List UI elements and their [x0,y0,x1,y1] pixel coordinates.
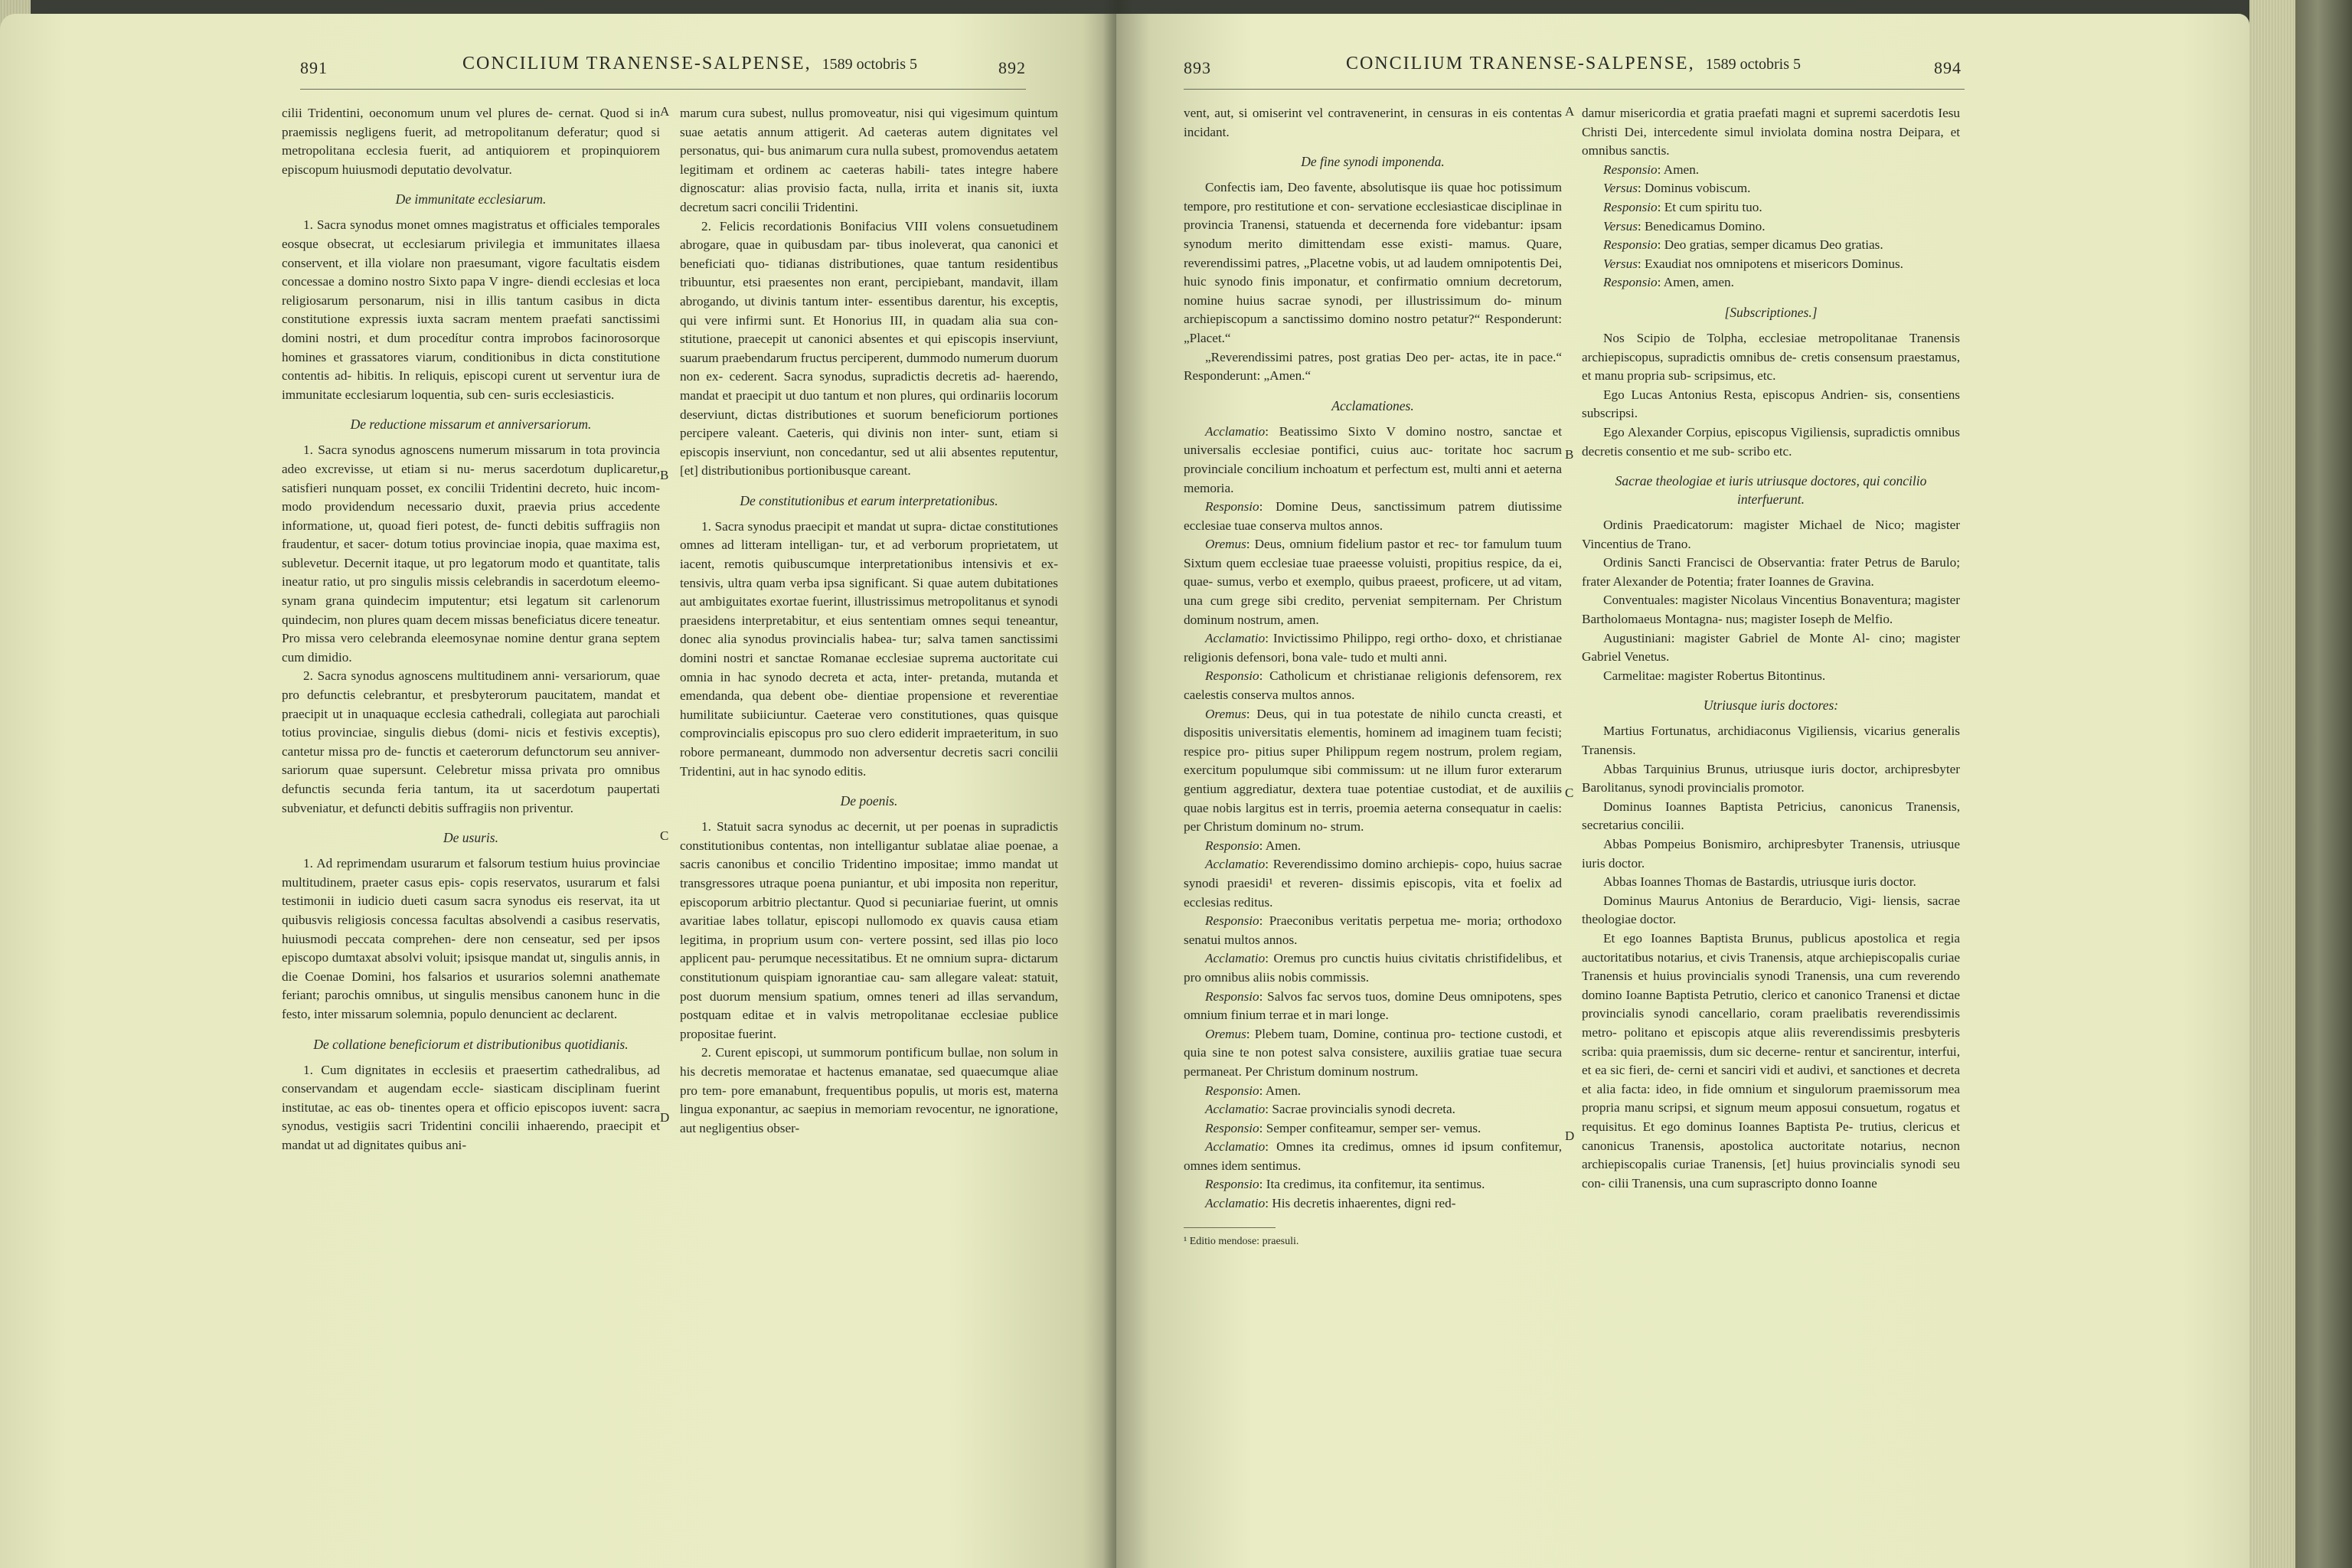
paragraph: damur misericordia et gratia praefati magni et supremi sacerdotis Iesu Christi Dei, intercedente simul inviolata domina nostra Deipara, et omnibus sanctis. [1582,106,1960,158]
section-heading: De fine synodi imponenda. [1301,154,1445,170]
paragraph: Acclamatio: Oremus pro cunctis huius civitatis christifidelibus, et pro omnibus aliis nobis commissis. [1184,951,1562,985]
paragraph: Responsio: Ita credimus, ita confitemur, ita sentimus. [1205,1177,1485,1192]
section-heading: De reductione missarum et anniversariorum. [350,416,592,433]
margin-letter-a: A [1565,104,1575,119]
paragraph: Ordinis Sancti Francisci de Observantia: frater Petrus de Barulo; frater Alexander de Potentia; frater Ioannes de Gravina. [1582,555,1960,589]
running-title: CONCILIUM TRANENSE-SALPENSE, 1589 octobris 5 [462,54,918,74]
section-heading: De poenis. [840,793,898,809]
paragraph: Acclamatio: Omnes ita credimus, omnes id ipsum confitemur, omnes idem sentimus. [1184,1139,1562,1173]
margin-letter-d: D [1565,1129,1575,1143]
header-rule [1184,89,1965,90]
paragraph: Et ego Ioannes Baptista Brunus, publicus apostolica et regia auctoritatibus notarius, et civis Tranensis, atque archiepiscopalis curiae Tranensis et huius provincialis synodi Tranensis, una cum reverendo domino Ioanne Baptista Petrutio, clerico et canonico Tranensi et dictae provincialis synodi cancellario, coram praelibatis reverendissimis metro- politano et episcopis atque aliis reverendissimis presbyteris scriba: quia praemissis, dum sic decerne- rentur et sancirentur, interfui, et ea sic fieri, de- cerni et sanciri vidi et audivi, et sanctiones et decreta et alia facta: ideo, in fide omnium et singulorum praemissorum mea propria manu scripsi, et signum meum apposui consuetum, rogatus et requisitus. Et ego dominus Ioannes Baptista Pe- trutius, clericus et canonicus Tranensis, apostolica auctoritate notarius, necnon archiepiscopalis curiae Tranensis, [et] huius provincialis synodi seu con- cilii Tranensis, una cum suprascripto donno Ioanne [1582,930,1960,1191]
paragraph: Martius Fortunatus, archidiaconus Vigiliensis, vicarius generalis Tranensis. [1582,724,1960,758]
footnote-text: ¹ Editio mendose: praesuli. [1184,1235,1299,1247]
margin-letter-c: C [660,828,669,843]
paragraph: 2. Felicis recordationis Bonifacius VIII volens consuetudinem abrogare, quae in quibusdam par- tibus inoleverat, qua canonici et beneficiati quo- tidianas distributiones, quae tantum residentibus tribuuntur, etsi praesentes non erant, percipiebant, mandavit, illam abrogando, ut divinis tantum inter- essentibus darentur, his exceptis, qui vere infirmi sunt. Et Honorius III, in quadam alia sua con- stitutione, praecepit ut canonici absentes et qui episcopis inserviunt, suarum praebendarum fructus perciperent, dummodo numerum duorum non ex- cederent. Sacra synodus, supradictis decretis ad- haerendo, mandat et praecipit ut duo tantum et non plures, qui ordinariis locorum deserviunt, dictas distributiones et suorum beneficiorum portiones percipere valeant. Caeteris, qui divinis non inter- sunt, etiam si episcopis inserviunt, non concedantur, sed ut alii absentes reputentur, [et] distributionibus portionibusque careant. [680,218,1058,479]
paragraph: Conventuales: magister Nicolaus Vincentius Bonaventura; magister Bartholomaeus Montagna- nus; magister Ioseph de Melfio. [1582,593,1960,627]
paragraph: „Reverendissimi patres, post gratias Deo per- actas, ite in pace.“ Responderunt: „Amen.“ [1184,349,1562,384]
header-rule [300,89,1026,90]
paragraph: Nos Scipio de Tolpha, ecclesiae metropolitanae Tranensis archiepiscopus, supradictis omnibus de- cretis consensum praestamus, et manu propria sub- scripsimus, etc. [1582,330,1960,384]
section-heading: Acclamationes. [1331,397,1414,413]
paragraph: Dominus Ioannes Baptista Petricius, canonicus Tranensis, secretarius concilii. [1582,799,1960,833]
paragraph: Dominus Maurus Antonius de Berarducio, Vigi- liensis, sacrae theologiae doctor. [1582,893,1960,927]
paragraph: Oremus: Deus, omnium fidelium pastor et rec- tor famulum tuum Sixtum quem ecclesiae tuae praeesse voluisti, propitius respice, da ei, quae- sumus, verbo et exemplo, quibus praeest, proficere, ut ad vitam, una cum grege sibi credito, perveniat sempiternam. Per Christum dominum nostrum, amen. [1184,537,1562,627]
paragraph: Abbas Pompeius Bonismiro, archipresbyter Tranensis, utriusque iuris doctor. [1582,837,1960,871]
paragraph: Responsio: Amen. [1603,162,1700,177]
paragraph: Responsio: Amen. [1205,1083,1302,1098]
paragraph: Carmelitae: magister Robertus Bitontinus. [1603,668,1826,683]
paragraph: Responsio: Semper confiteamur, semper ser- vemus. [1205,1120,1481,1135]
text-column-4 [1582,104,1960,1193]
paragraph: 1. Sacra synodus monet omnes magistratus et officiales temporales eosque obsecrat, ut ecclesiarum privilegia et immunitates illaesa conservent, et illa violare non praesumant, vigore facultatis eisdem concessae a domino nostro Sixto papa V ingre- diendi ecclesias et loca religiosarum personarum, nisi in illis tantum casibus in dicta constitutione expressis iuxta sacram mentem praefati sanctissimi domini nostri, et dum procedítur contra improbos facinorosorque homines et grassatores viarum, conditionibus in dicta constitutione contentis ad- hibitis. In reliquis, episcopi curent ut serventur iura de immunitate ecclesiarum loquentia, sub cen- suris ecclesiasticis. [282,217,660,402]
paragraph: 1. Statuit sacra synodus ac decernit, ut per poenas in supradictis constitutionibus contentas, non intelligantur sublatae aliae poenae, a sacris canonibus et concilio Tridentino impositae; immo mandat ut transgressores utraque poena puniantur, et ubi imposita non reperitur, episcoporum arbitrio plectantur. Quod si pecuniariae fuerint, ut omnis avaritiae labes tollatur, episcopi nullomodo ex quavis causa etiam legitima, in proprium usum con- vertere possint, sed illas pio loco applicent pau- perumque necessitatibus. Et ne omnium supra- dictarum constitutionum quispiam ignorantiae cau- sam allegare valeat: statuit, post duorum mensium spatium, omnes teneri ad illas servandum, postquam editae et in valvis metropolitanae ecclesiae publice propositae fuerint. [680,819,1058,1041]
paragraph: Responsio: Amen, amen. [1603,275,1734,290]
paragraph: Acclamatio: Reverendissimo domino archiepis- copo, huius sacrae synodi praesidi¹ et reveren- dissimis episcopis, vita et foelix ad ecclesias reditus. [1184,857,1562,910]
page-number-893: 893 [1184,58,1211,77]
page-number-894: 894 [1934,58,1962,77]
paragraph: Acclamatio: Beatissimo Sixto V domino nostro, sanctae et universalis ecclesiae pontifici, cuius auc- toritate hoc sacrum provinciale concilium inchoatum et perfectum est, multi anni et aeterna memoria. [1184,423,1562,495]
paragraph: Oremus: Deus, qui in tua potestate de nihilo cuncta creasti, et dispositis universitatis elementis, hominem ad imaginem tuam fecisti; respice pro- pitius super Philippum regem nostrum, prolem regiam, exercitum populumque sibi commissum: ut ne illum furor exterarum gentium aggrediatur, dextera tuae potentiae custodiat, et de auxiliis quae nobis largitus est in terris, proemia aeterna consequatur in caelis: per Christum dominum no- strum. [1184,706,1562,835]
paragraph: Acclamatio: Sacrae provincialis synodi decreta. [1205,1102,1455,1117]
paragraph: 1. Ad reprimendam usurarum et falsorum testium huius provinciae multitudinem, praeter casus epis- copis reservatos, usurarum et falsi testimonii in iudicio dueti casum sacra synodus eis reservat, ita ut quibusvis religiosis concessa facultas absolvendi a casibus reservatis, huiusmodi peccata comprehen- dere non censeatur, sed per ipsos episcopo dumtaxat absolvi voluit; ipsisque mandat ut, singulis annis, in die Coenae Domini, hos falsarios et usurarios solemni anathemate feriant; parochis omnibus, ut singulis mensibus canonem hunc in die festo, inter missarum solemnia, populo denuncient ac declarent. [282,856,660,1021]
paragraph: Responsio: Catholicum et christianae religionis defensorem, rex caelestis conserva multos annos. [1184,668,1562,703]
paragraph: Versus: Benedicamus Domino. [1603,218,1766,234]
paragraph: Versus: Dominus vobiscum. [1603,181,1751,196]
section-heading: De usuris. [443,830,498,846]
paragraph: Responsio: Et cum spiritu tuo. [1603,199,1762,214]
margin-letter-b: B [1565,447,1574,462]
paragraph: Acclamatio: His decretis inhaerentes, digni red- [1205,1196,1456,1211]
section-heading: [Subscriptiones.] [1724,304,1818,320]
paragraph: 2. Sacra synodus agnoscens multitudinem anni- versariorum, quae pro defunctis celebrantur, et presbyterorum paucitatem, mandat et praecipit ut in unaquaque ecclesia cathedrali, collegiata aut parochiali totius provinciae, singulis diebus (domi- nicis et festivis exceptis), cantetur missa pro de- functis et caeterorum defunctorum seu anniver- sariorum quae supersunt. Celebretur missa privata pro omnibus defunctis secunda feria tantum, ita ut sacerdotum paupertati subveniatur, et defuncti debitis suffragiis non priventur. [282,668,660,815]
book-cover [2295,0,2352,1568]
section-heading: Sacrae theologiae et iuris utriusque doctores, qui concilio interfuerunt. [1615,473,1927,508]
text-column-3 [1184,104,1562,1251]
text-column-1 [282,104,660,1155]
paragraph: Ego Lucas Antonius Resta, episcopus Andrien- sis, consentiens subscripsi. [1582,387,1960,421]
section-heading: De collatione beneficiorum et distributionibus quotidianis. [313,1036,629,1052]
footnote [1184,1227,1299,1252]
running-title: CONCILIUM TRANENSE-SALPENSE, 1589 octobris 5 [1346,54,1802,74]
paragraph: Acclamatio: Invictissimo Philippo, regi ortho- doxo, et christianae religionis defensori, bona vale- tudo et multi anni. [1184,631,1562,665]
paragraph: Augustiniani: magister Gabriel de Monte Al- cino; magister Gabriel Venetus. [1582,630,1960,665]
text-column-2 [680,104,1058,1138]
paragraph: Oremus: Plebem tuam, Domine, continua pro- tectione custodi, et quia sine te non potest salva consistere, auxiliis gratiae tuae secura permaneat. Per Christum dominum nostrum. [1184,1026,1562,1079]
margin-letter-c: C [1565,786,1574,800]
section-heading: De constitutionibus et earum interpretationibus. [740,492,998,508]
paragraph: 1. Sacra synodus agnoscens numerum missarum in tota provincia adeo excrevisse, ut etiam si nu- merus sacerdotum duplicaretur, satisfieri nunquam posset, ex concilii Tridentini decreto, huic incom- modo providendum necessario duxit, praevia prius accedente informatione, ut, quoad fieri potest, de- functi debitis suffragiis non fraudentur, et sacer- dotum totius provinciae inopia, quae maxima est, sublevetur. Decernit itaque, ut pro legatorum modo et quantitate, talis ineatur ratio, ut pro singulis missis celebrandis in sacerdotum eleemo- synam grana quindecim imputentur; etsi legatum sit carlenorum quindecim, non plures quam decem missas beneficiatus dicere teneatur. Pro missa vero celebranda eleemosynae nomine dentur grana septem cum dimidio. [282,443,660,665]
paragraph: 2. Curent episcopi, ut summorum pontificum bullae, non solum in his decretis memoratae et hactenus emanatae, sed quaecumque aliae pro tem- pore emanabunt, frequentibus populis, ut moris est, materna lingua exponantur, ac saepius in memoriam revocentur, ne ignoratione, aut negligentius obser- [680,1045,1058,1135]
margin-letter-b: B [660,468,669,482]
paragraph: Abbas Tarquinius Brunus, utriusque iuris doctor, archipresbyter Barolitanus, synodi provincialis promotor. [1582,761,1960,795]
page-number-891: 891 [300,58,328,77]
paragraph: marum cura subest, nullus promoveatur, nisi qui vigesimum quintum suae aetatis annum attigerit. Ad caeteras autem dignitates vel personatus, qui- bus animarum cura nulla subest, promovendus aetatem legitimam et ordinem ac caeteras habili- tates integre habere dignoscatur: alias provisio facta, nulla, irrita et inanis sit, iuxta decretum sacri concilii Tridentini. [680,106,1058,214]
left-running-head [300,54,1096,84]
paragraph: Responsio: Deo gratias, semper dicamus Deo gratias. [1603,237,1883,253]
margin-letter-a: A [660,104,670,119]
margin-letter-d: D [660,1110,670,1125]
paragraph: vent, aut, si omiserint vel contravenerint, in censuras in eis contentas incidant. [1184,106,1562,139]
paragraph: Responsio: Amen. [1205,838,1302,853]
paragraph: Responsio: Salvos fac servos tuos, domine Deus omnipotens, spes omnium finium terrae et in mari longe. [1184,988,1562,1023]
paragraph: cilii Tridentini, oeconomum unum vel plures de- cernat. Quod si in praemissis negligens fuerit, ad metropolitanum deferatur; quod si metropolitana ecclesia fuerit, ad antiquiorem et propinquiorem episcopum huiusmodi deputatio devolvatur. [282,106,660,177]
paragraph: Ego Alexander Corpius, episcopus Vigiliensis, supradictis omnibus decretis consentio et me sub- scribo etc. [1582,424,1960,459]
section-heading: Utriusque iuris doctores: [1703,697,1839,714]
page-stack-right [2249,0,2295,1568]
paragraph: 1. Cum dignitates in ecclesiis et praesertim cathedralibus, ad conservandam et augendam eccle- siasticam disciplinam fuerint institutae, ac eas ob- tinentes opera et officio episcopos iuvent: sacra synodus, vestigiis sacri Tridentini concilii inhaerendo, praecipit et mandat ut ad dignitates quibus ani- [282,1062,660,1152]
paragraph: Abbas Ioannes Thomas de Bastardis, utriusque iuris doctor. [1603,874,1916,890]
paragraph: Ordinis Praedicatorum: magister Michael de Nico; magister Vincentius de Trano. [1582,518,1960,551]
right-running-head [1184,54,1980,84]
paragraph: Responsio: Praeconibus veritatis perpetua me- moria; orthodoxo senatui multos annos. [1184,913,1562,947]
paragraph: 1. Sacra synodus praecipit et mandat ut supra- dictae constitutiones omnes ad litteram intelligan- tur, et ad verborum proprietatem, ut iacent, remotis quibuscumque interpretationibus intensivis et ex- tensivis, ultra quam verba ipsa significant. Si quae autem dubitationes aut ambiguitates exortae fuerint, illustrissimus metropolitanus et synodi praesidens interpretabitur, et eius sententiam omnes sequi teneantur, donec alia synodus provincialis habea- tur; salva tamen sanctissimi domini nostri et sanctae Romanae ecclesiae suprema auctoritate cui omnia in hac synodo decreta et acta, inter- pretanda, mutanda et emendanda, qua debent obe- dientiae propensione et reverentiae humilitate subiiciuntur. Caeterae vero constitutiones, quas quisque comprovincialis episcopus pro suo clero ediderit impraeteritum, in suo robore permaneant, dummodo non adversentur decretis sacri concilii Tridentini, aut in hac synodo editis. [680,518,1058,779]
paragraph: Responsio: Domine Deus, sanctissimum patrem diutissime ecclesiae tuae conserva multos annos. [1184,499,1562,533]
page-number-892: 892 [998,58,1026,77]
paragraph: Confectis iam, Deo favente, absolutisque iis quae hoc potissimum tempore, pro restitutione et con- servatione ecclesiasticae disciplinae in provincia Tranensi, statuenda et decernenda fore videbantur: ipsam synodum merito dimittendam esse existi- mamus. Quare, reverendissimi patres, „Placetne vobis, ut ad laudem omnipotentis Dei, huic synodo finis imponatur, et confirmatio omnium decretorum, nomine huius sacrae synodi, per illustrissimum do- minum archiepiscopum a sanctissimo domino nostro petatur?“ Responderunt: „Placet.“ [1184,180,1562,345]
section-heading: De immunitate ecclesiarum. [395,191,547,207]
left-page [0,14,1116,1568]
paragraph: Versus: Exaudiat nos omnipotens et misericors Dominus. [1603,256,1903,271]
right-page [1116,14,2249,1568]
